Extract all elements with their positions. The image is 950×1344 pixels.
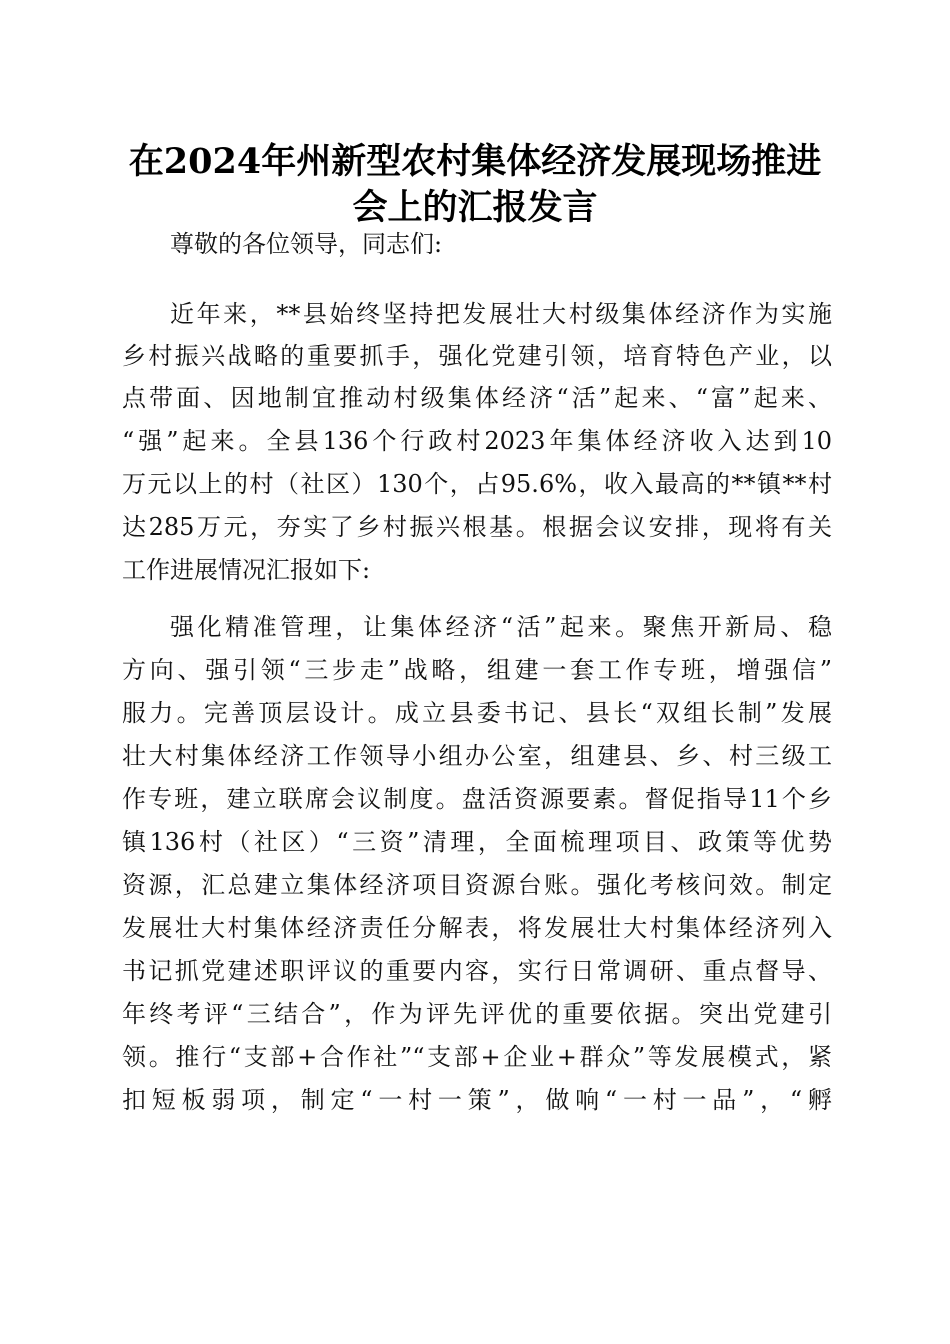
- paragraph-2-line: 书记抓党建述职评议的重要内容，实行日常调研、重点督导、: [122, 957, 832, 985]
- document-title-line-1: 在2024年州新型农村集体经济发展现场推进: [128, 141, 822, 182]
- paragraph-2-line: 服力。完善顶层设计。成立县委书记、县长“双组长制”发展: [122, 699, 832, 727]
- paragraph-2-line: 年终考评“三结合”，作为评先评优的重要依据。突出党建引: [122, 1000, 832, 1028]
- paragraph-2-line: 壮大村集体经济工作领导小组办公室，组建县、乡、村三级工: [122, 742, 832, 770]
- paragraph-2-line: 方向、强引领“三步走”战略，组建一套工作专班，增强信”: [122, 656, 832, 684]
- paragraph-2-line: 领。推行“支部+合作社”“支部+企业+群众”等发展模式，紧: [122, 1043, 832, 1071]
- paragraph-2-line: 镇136村（社区）“三资”清理，全面梳理项目、政策等优势: [122, 828, 832, 856]
- paragraph-1-line: 乡村振兴战略的重要抓手，强化党建引领，培育特色产业，以: [122, 342, 832, 370]
- paragraph-1-line: 工作进展情况汇报如下:: [122, 556, 371, 584]
- paragraph-2-line: 资源，汇总建立集体经济项目资源台账。强化考核问效。制定: [122, 871, 832, 899]
- paragraph-1-line: 近年来，**县始终坚持把发展壮大村级集体经济作为实施: [170, 300, 832, 328]
- paragraph-2-line: 强化精准管理，让集体经济“活”起来。聚焦开新局、稳: [170, 613, 832, 641]
- paragraph-1-line: “强”起来。全县136个行政村2023年集体经济收入达到10: [122, 427, 832, 455]
- paragraph-1-line: 达285万元，夯实了乡村振兴根基。根据会议安排，现将有关: [122, 513, 832, 541]
- salutation: 尊敬的各位领导，同志们:: [170, 230, 443, 258]
- paragraph-2-line: 扣短板弱项，制定“一村一策”，做响“一村一品”，“孵: [122, 1086, 832, 1114]
- paragraph-1-line: 万元以上的村（社区）130个，占95.6%，收入最高的**镇**村: [122, 470, 832, 498]
- document-title-line-2: 会上的汇报发言: [352, 187, 598, 228]
- paragraph-2-line: 发展壮大村集体经济责任分解表，将发展壮大村集体经济列入: [122, 914, 832, 942]
- paragraph-2-line: 作专班，建立联席会议制度。盘活资源要素。督促指导11个乡: [122, 785, 832, 813]
- paragraph-1-line: 点带面、因地制宜推动村级集体经济“活”起来、“富”起来、: [122, 384, 832, 412]
